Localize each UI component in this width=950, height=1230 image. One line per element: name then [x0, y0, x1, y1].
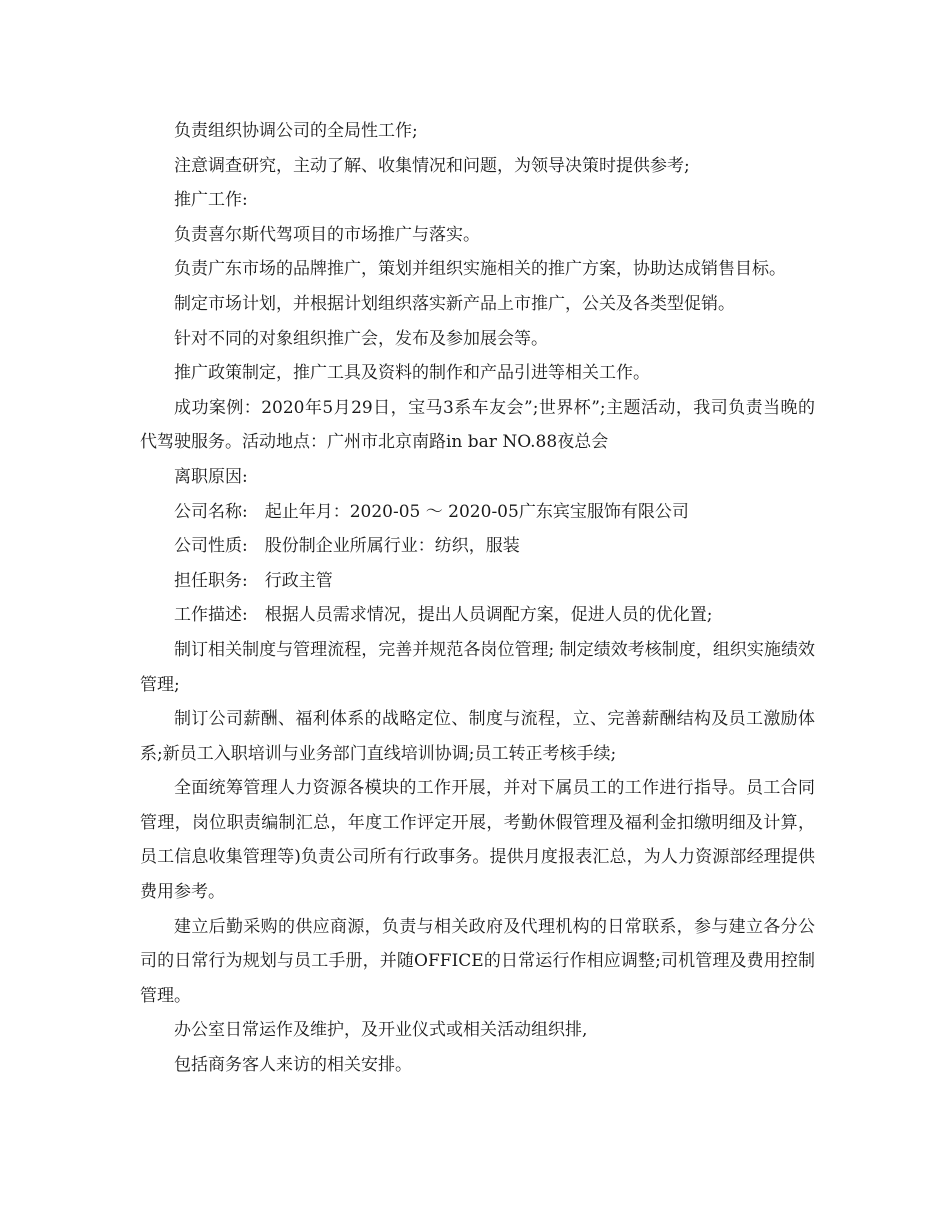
- paragraph: 制订公司薪酬、福利体系的战略定位、制度与流程，立、完善薪酬结构及员工激励体系;新员工入职培训与业务部门直线培训协调;员工转正考核手续;: [140, 709, 815, 764]
- section-heading: 离职原因:: [174, 466, 248, 487]
- paragraph: 全面统筹管理人力资源各模块的工作开展，并对下属员工的工作进行指导。员工合同管理，岗位职责编制汇总，年度工作评定开展，考勤休假管理及福利金扣缴明细及计算，员工信息收集管理等)负责公司所有行政事务。提供月度报表汇总，为人力资源部经理提供费用参考。: [140, 778, 815, 903]
- paragraph: 推广政策制定，推广工具及资料的制作和产品引进等相关工作。: [174, 363, 650, 384]
- section-heading: 推广工作:: [174, 190, 248, 211]
- position-line: 担任职务: 行政主管: [174, 570, 333, 591]
- paragraph: 制订相关制度与管理流程，完善并规范各岗位管理; 制定绩效考核制度，组织实施绩效管理;: [140, 639, 815, 695]
- paragraph: 包括商务客人来访的相关安排。: [174, 1055, 412, 1076]
- document-body: [140, 114, 815, 1083]
- paragraph: 注意调查研究，主动了解、收集情况和问题，为领导决策时提供参考;: [174, 155, 690, 176]
- job-description-line: 工作描述: 根据人员需求情况，提出人员调配方案，促进人员的优化置;: [174, 605, 713, 626]
- paragraph: 办公室日常运作及维护，及开业仪式或相关活动组织排,: [174, 1020, 588, 1041]
- paragraph: 负责喜尔斯代驾项目的市场推广与落实。: [174, 224, 480, 245]
- paragraph: 负责广东市场的品牌推广，策划并组织实施相关的推广方案，协助达成销售目标。: [174, 259, 786, 280]
- paragraph: 负责组织协调公司的全局性工作;: [174, 121, 418, 141]
- paragraph: 成功案例：2020年5月29日，宝马3系车友会”;世界杯”;主题活动，我司负责当晚的代驾驶服务。活动地点：广州市北京南路in bar NO.88夜总会: [140, 397, 815, 453]
- paragraph: 建立后勤采购的供应商源，负责与相关政府及代理机构的日常联系，参与建立各分公司的日常行为规划与员工手册，并随OFFICE的日常运行作相应调整;司机管理及费用控制管理。: [140, 916, 815, 1006]
- company-type-line: 公司性质: 股份制企业所属行业：纺织，服装: [174, 536, 520, 557]
- company-name-line: 公司名称: 起止年月：2020-05 ～ 2020-05广东宾宝服饰有限公司: [174, 501, 689, 522]
- paragraph: 针对不同的对象组织推广会，发布及参加展会等。: [174, 328, 548, 349]
- paragraph: 制定市场计划，并根据计划组织落实新产品上市推广，公关及各类型促销。: [174, 293, 735, 314]
